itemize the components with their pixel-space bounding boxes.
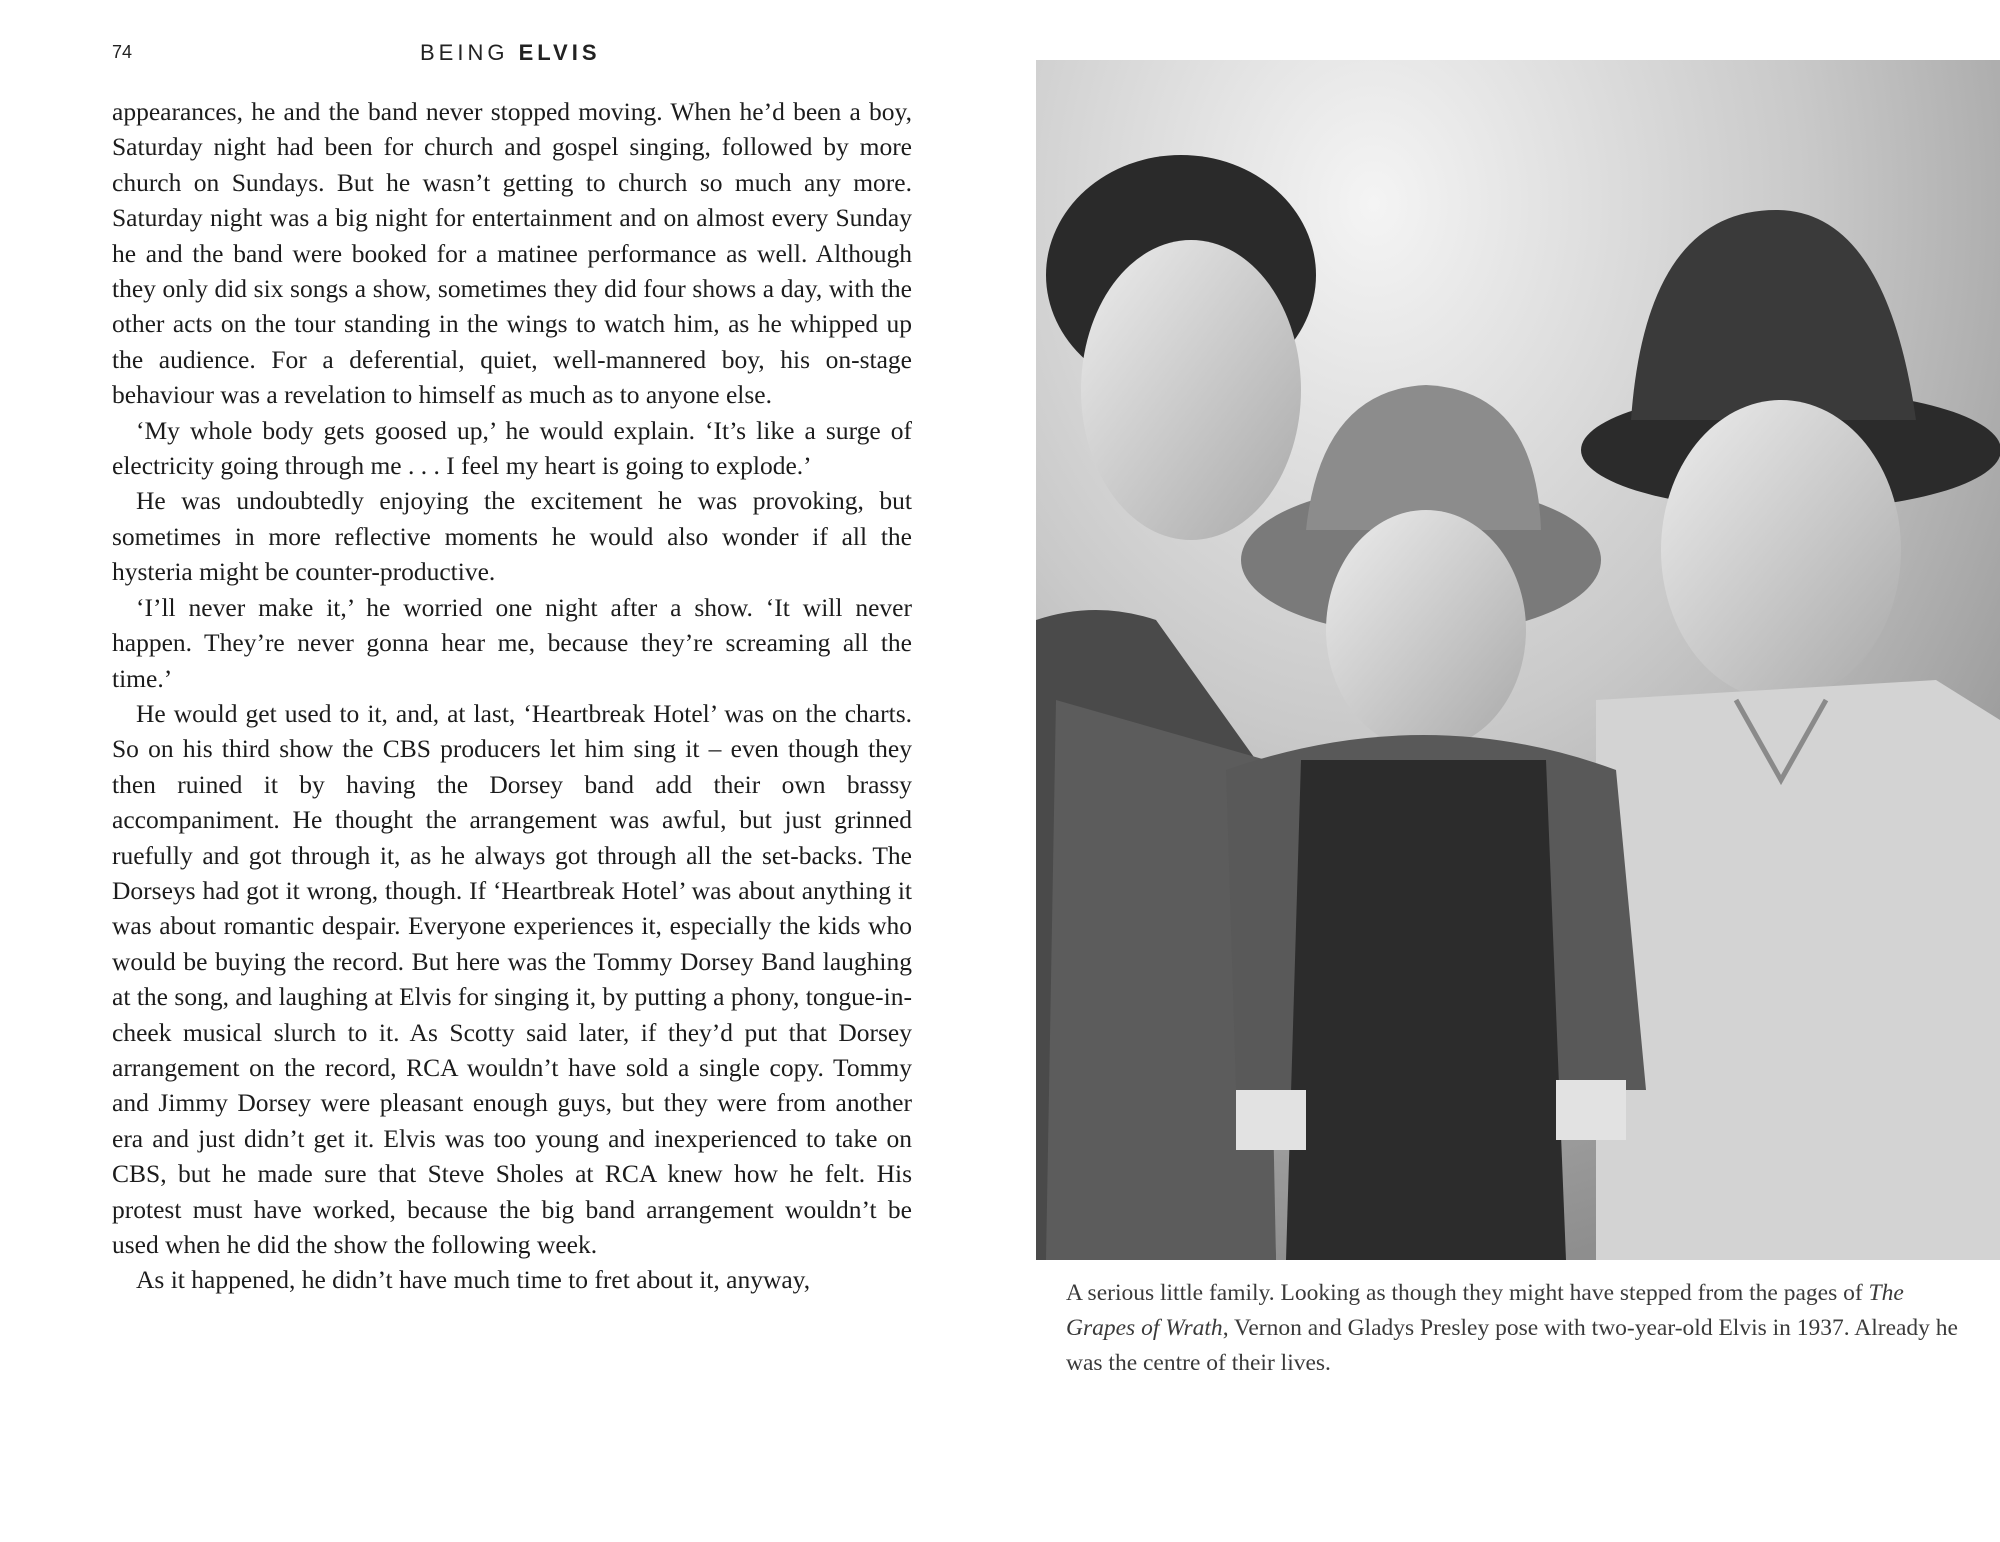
running-head-prefix: BEING — [420, 40, 519, 65]
body-text — [112, 94, 912, 1298]
paragraph: He would get used to it, and, at last, ‘Heartbreak Hotel’ was on the charts. So on his third show the CBS producers let him sing it – even though they then ruined it by having the Dorsey band add their own brassy accompaniment. He thought the arrangement was awful, but just grinned ruefully and got through it, as he always got through all the set-backs. The Dorseys had got it wrong, though. If ‘Heartbreak Hotel’ was about anything it was about romantic despair. Everyone experiences it, especially the kids who would be buying the record. But here was the Tommy Dorsey Band laughing at the song, and laughing at Elvis for singing it, by putting a phony, tongue-in-cheek musical slurch to it. As Scotty said later, if they’d put that Dorsey arrangement on the record, RCA wouldn’t have sold a single copy. Tommy and Jimmy Dorsey were pleasant enough guys, but they were from another era and just didn’t get it. Elvis was too young and inexperienced to take on CBS, but he made sure that Steve Sholes at RCA knew how he felt. His protest must have worked, because the big band arrangement wouldn’t be used when he did the show the following week. — [112, 698, 912, 1259]
paragraph: ‘My whole body gets goosed up,’ he would explain. ‘It’s like a surge of electricity going through me . . . I feel my heart is going to explode.’ — [112, 415, 912, 481]
running-head — [420, 40, 601, 66]
running-head-name: ELVIS — [518, 40, 601, 65]
caption-book-title: The Grapes of Wrath — [1066, 1280, 1904, 1341]
photo-caption — [1066, 1276, 1966, 1381]
paragraph: ‘I’ll never make it,’ he worried one night after a show. ‘It will never happen. They’re never gonna hear me, because they’re screaming all the time.’ — [112, 592, 912, 693]
paragraph: As it happened, he didn’t have much time to fret about it, anyway, — [136, 1265, 811, 1295]
family-photograph-illustration — [1036, 60, 2000, 1260]
page-number: 74 — [112, 42, 133, 62]
paragraph: appearances, he and the band never stopped moving. When he’d been a boy, Saturday night had been for church and gospel singing, followed by more church on Sundays. But he wasn’t getting to church so much any more. Saturday night was a big night for entertainment and on almost every Sunday he and the band were booked for a matinee performance as well. Although they only did six songs a show, sometimes they did four shows a day, with the other acts on the tour standing in the wings to watch him, as he whipped up the audience. For a deferential, quiet, well-mannered boy, his on-stage behaviour was a revelation to himself as much as to anyone else. — [112, 97, 912, 410]
family-photograph — [1036, 60, 2000, 1260]
paragraph: He was undoubtedly enjoying the excitement he was provoking, but sometimes in more reflective moments he would also wonder if all the hysteria might be counter-productive. — [112, 486, 912, 587]
caption-text-end: , Vernon and Gladys Presley pose with two-year-old Elvis in 1937. Already he was the centre of their lives. — [1066, 1315, 1958, 1376]
caption-text: A serious little family. Looking as though they might have stepped from the pages of — [1066, 1280, 1869, 1306]
